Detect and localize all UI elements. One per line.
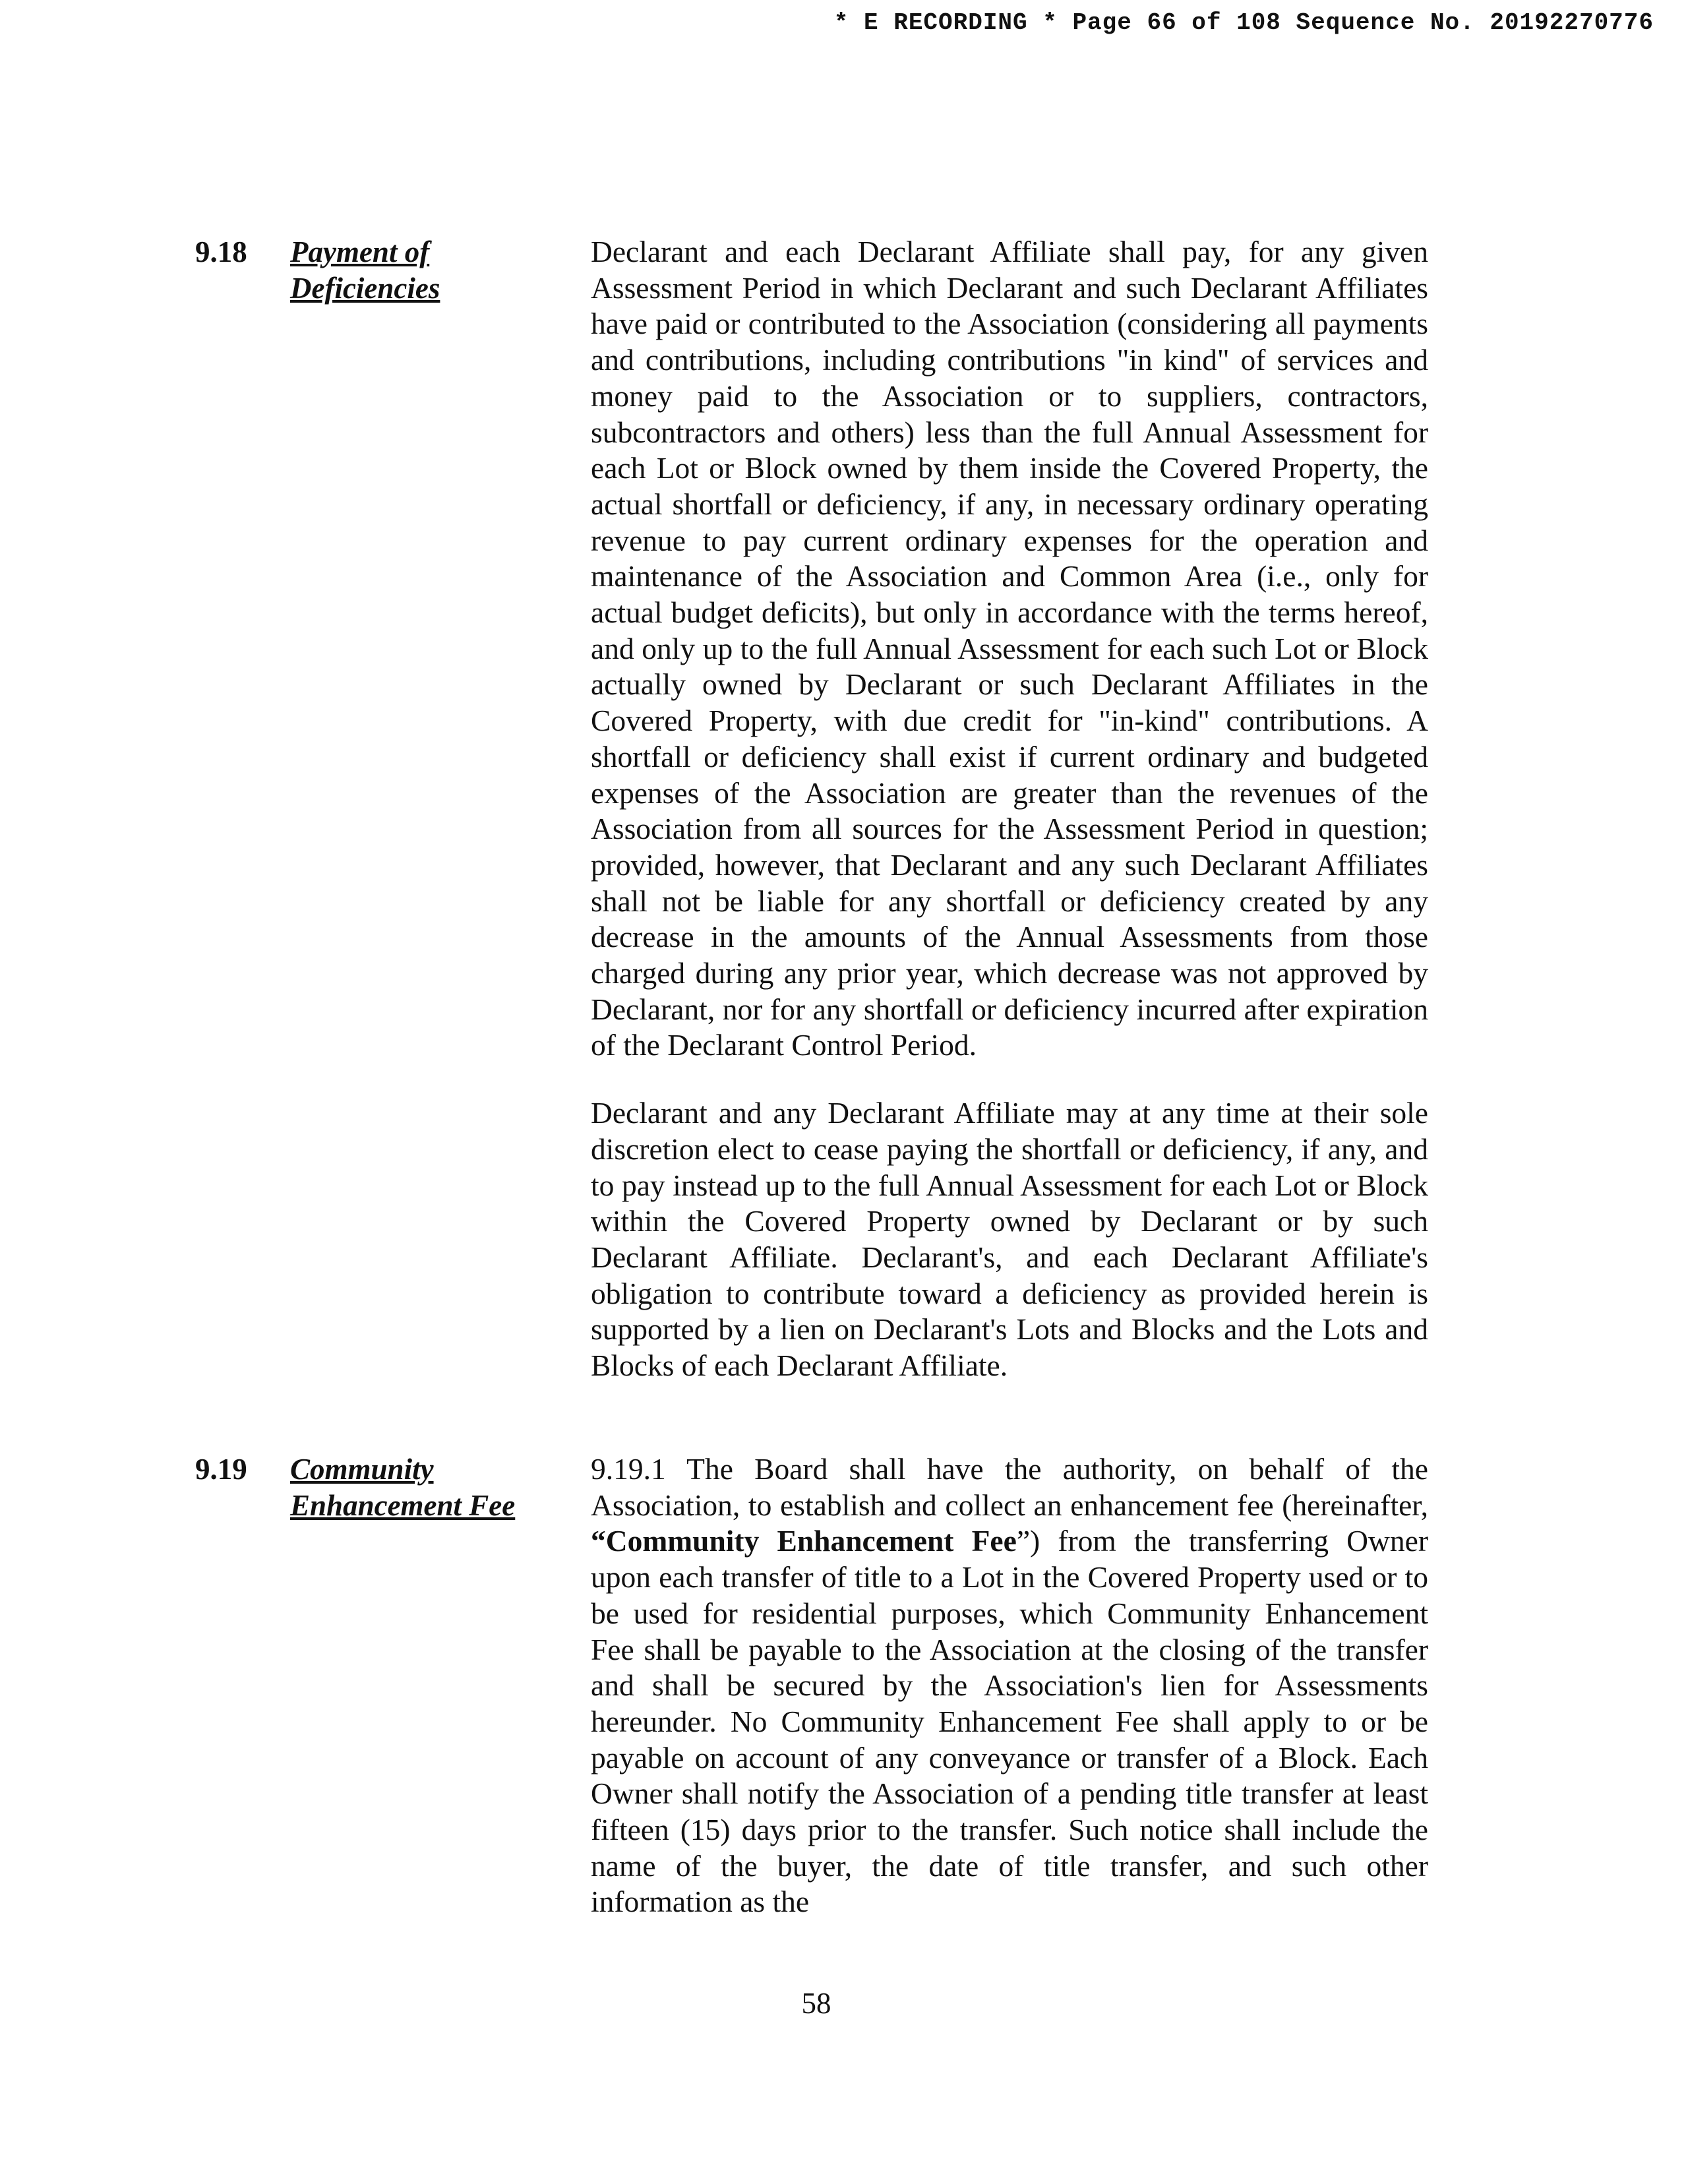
page-number: 58 [801, 1987, 831, 2020]
defined-term: “Community Enhancement Fee [591, 1524, 1017, 1558]
paragraph [591, 1451, 1428, 1920]
section-body [591, 1451, 1428, 1952]
paragraph: Declarant and any Declarant Affiliate may at any time at their sole discretion elect to cease paying the shortfall or deficiency, if any, and to pay instead up to the full Annual Assessment for each Lot or Block within the Covered Property owned by Declarant or by such Declarant Affiliate. Declarant's, and each Declarant Affiliate's obligation to contribute toward a deficiency as provided herein is supported by a lien on Declarant's Lots and Blocks and the Lots and Blocks of each Declarant Affiliate. [591, 1096, 1428, 1383]
paragraph-text: 9.19.1 The Board shall have the authority, on behalf of the Association, to establish and collect an enhancement fee (hereinafter, [591, 1452, 1428, 1522]
section-title: Payment of Deficiencies [290, 235, 440, 305]
section-title: Community Enhancement Fee [290, 1453, 516, 1522]
paragraph-text: ”) from the transferring Owner upon each transfer of title to a Lot in the Covered Property used or to be used for residential purposes, which Community Enhancement Fee shall be payable to the Association at the closing of the transfer and shall be secured by the Association's lien for Assessments hereunder. No Community Enhancement Fee shall apply to or be payable on account of any conveyance or transfer of a Block. Each Owner shall notify the Association of a pending title transfer at least fifteen (15) days prior to the transfer. Such notice shall include the name of the buyer, the date of title transfer, and such other information as the [591, 1524, 1428, 1919]
recording-header: * E RECORDING * Page 66 of 108 Sequence No. 20192270776 [833, 9, 1654, 36]
paragraph: Declarant and each Declarant Affiliate shall pay, for any given Assessment Period in which Declarant and such Declarant Affiliates have paid or contributed to the Association (considering all payments and contributions, including contributions "in kind" of services and money paid to the Association or to suppliers, contractors, subcontractors and others) less than the full Annual Assessment for each Lot or Block owned by them inside the Covered Property, the actual shortfall or deficiency, if any, in necessary ordinary operating revenue to pay current ordinary expenses for the operation and maintenance of the Association and Common Area (i.e., only for actual budget deficits), but only in accordance with the terms hereof, and only up to the full Annual Assessment for each such Lot or Block actually owned by Declarant or such Declarant Affiliates in the Covered Property, with due credit for "in-kind" contributions. A shortfall or deficiency shall exist if current ordinary and budgeted expenses of the Association are greater than the revenues of the Association from all sources for the Assessment Period in question; provided, however, that Declarant and any such Declarant Affiliates shall not be liable for any shortfall or deficiency created by any decrease in the amounts of the Annual Assessments from those charged during any prior year, which decrease was not approved by Declarant, nor for any shortfall or deficiency incurred after expiration of the Declarant Control Period. [591, 235, 1428, 1062]
section-number: 9.19 [195, 1453, 247, 1486]
section-body [591, 234, 1428, 1416]
section-number: 9.18 [195, 235, 247, 268]
